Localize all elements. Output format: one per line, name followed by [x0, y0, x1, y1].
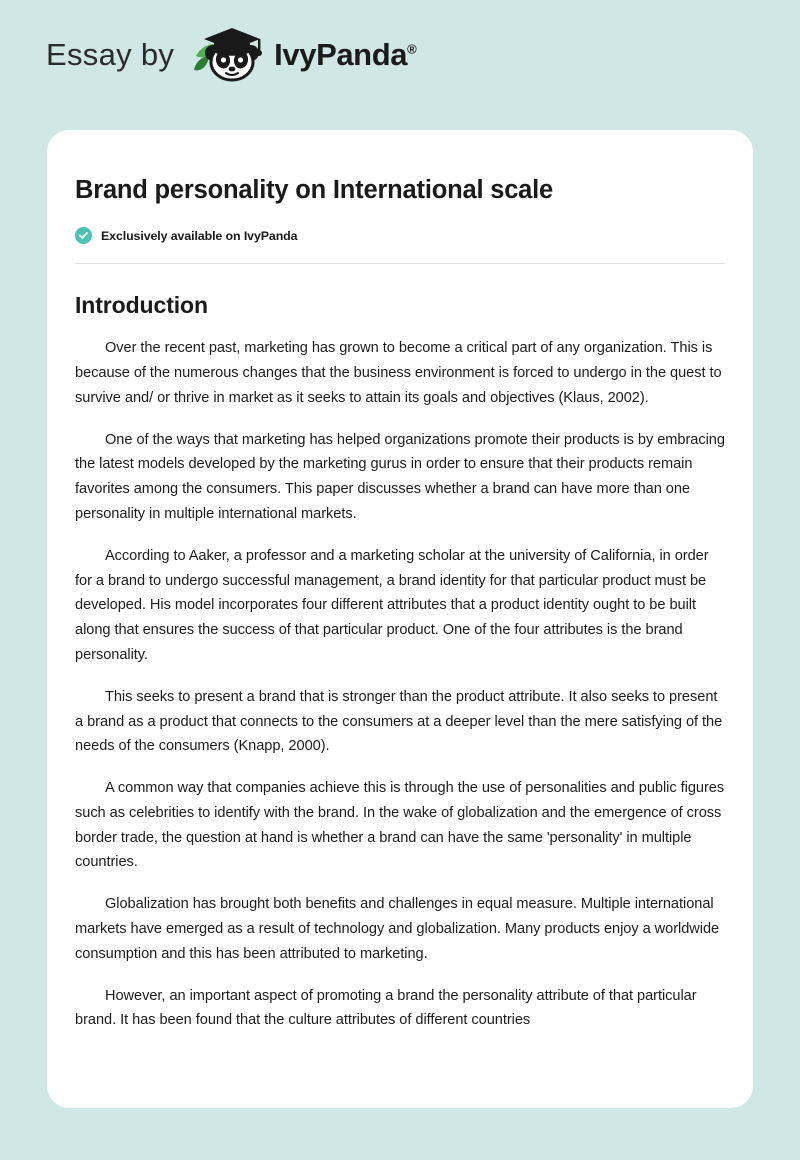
check-circle-icon [75, 227, 92, 244]
section-heading-introduction: Introduction [75, 292, 208, 319]
site-header [0, 0, 800, 72]
paragraph: According to Aaker, a professor and a marketing scholar at the university of California, in order for a brand to undergo successful management, a brand identity for that particular product must be developed. His model incorporates four different attributes that a product identity ought to be built along that ensures the success of that particular product. One of the four attributes is the brand personality. [75, 547, 709, 663]
logo-wordmark [274, 37, 416, 73]
panda-graduate-icon [190, 26, 272, 84]
paragraph: Over the recent past, marketing has grown to become a critical part of any organization. This is because of the numerous changes that the business environment is forced to undergo in the quest to survive and/ or thrive in market as it seeks to attain its goals and objectives (Klaus, 2002). [75, 340, 722, 406]
availability-label: Exclusively available on IvyPanda [101, 228, 298, 243]
document-card [47, 130, 753, 1108]
logo-wordmark-text: IvyPanda [274, 37, 408, 72]
essay-by-label: Essay by [46, 37, 175, 72]
paragraph: This seeks to present a brand that is stronger than the product attribute. It also seeks to present a brand as a product that connects to the consumers at a deeper level than the mere satisfying of the needs of the consumers (Knapp, 2000). [75, 688, 723, 755]
ivypanda-logo[interactable] [190, 26, 416, 84]
page-title: Brand personality on International scale [75, 176, 554, 204]
paragraph: One of the ways that marketing has helped organizations promote their products is by embracing the latest models developed by the marketing gurus in order to ensure that their products remain favorites among the consumers. This paper discusses whether a brand can have more than one personality in multiple international markets. [75, 431, 725, 522]
registered-mark: ® [407, 41, 417, 57]
header-divider [75, 263, 725, 264]
availability-badge [75, 227, 725, 244]
paragraph: However, an important aspect of promoting a brand the personality attribute of that particular brand. It has been found that the culture attributes of different countries [75, 987, 697, 1029]
paragraph: A common way that companies achieve this is through the use of personalities and public figures such as celebrities to identify with the brand. In the wake of globalization and the emergence of cross border trade, the question at hand is whether a brand can have the same 'personality' in multiple countries. [75, 780, 725, 871]
paragraph: Globalization has brought both benefits and challenges in equal measure. Multiple international markets have emerged as a result of technology and globalization. Many products enjoy a worldwide consumption and this has been attributed to marketing. [75, 896, 720, 962]
